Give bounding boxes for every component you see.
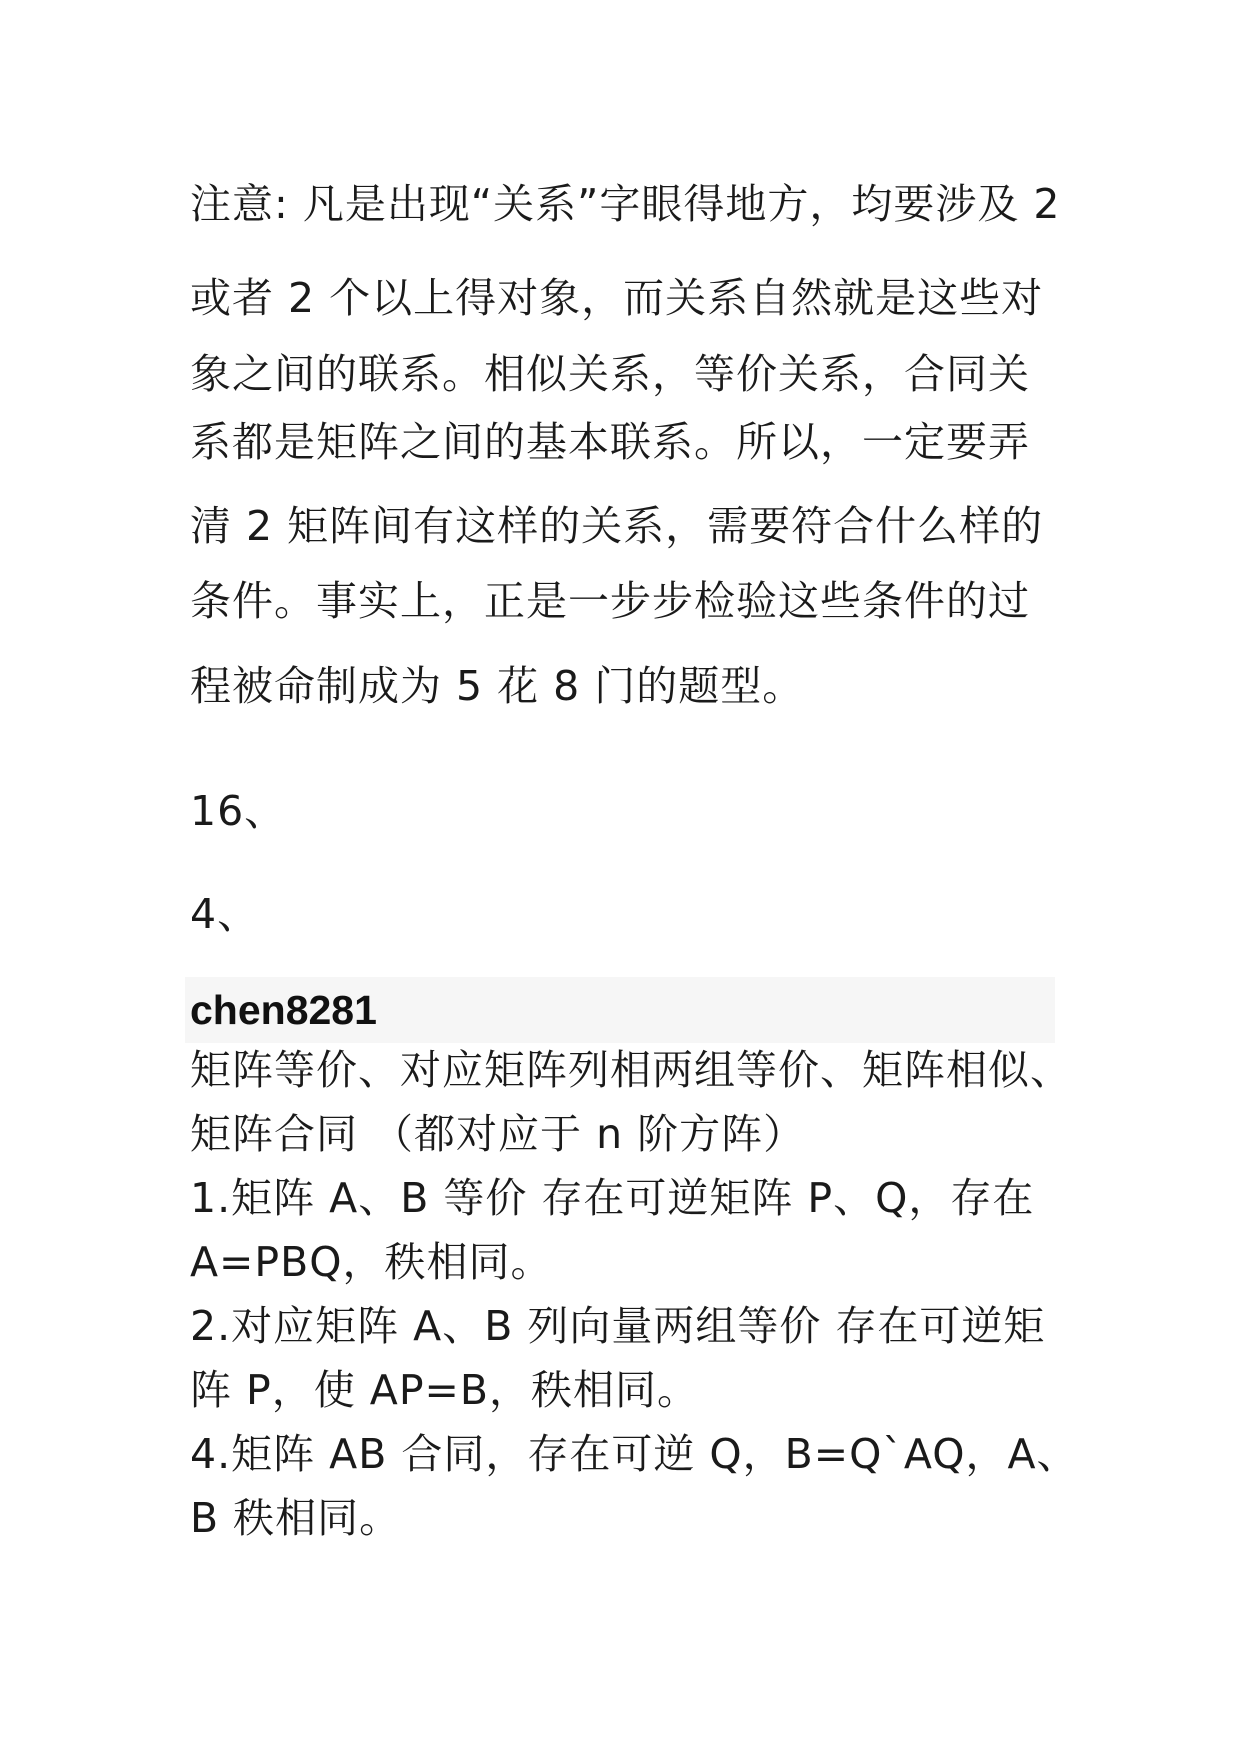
- post-line-4: A=PBQ，秩相同。: [190, 1238, 553, 1286]
- note-line-3: 象之间的联系。相似关系，等价关系，合同关: [190, 350, 1030, 398]
- username: chen8281: [190, 987, 377, 1033]
- note-line-4: 系都是矩阵之间的基本联系。所以，一定要弄: [190, 418, 1030, 466]
- note-line-7: 程被命制成为 5 花 8 门的题型。: [190, 662, 805, 710]
- item-number-16: 16、: [190, 787, 287, 835]
- item-number-4: 4、: [190, 890, 260, 938]
- note-line-2: 或者 2 个以上得对象，而关系自然就是这些对: [190, 274, 1044, 322]
- post-line-5: 2.对应矩阵 A、B 列向量两组等价 存在可逆矩: [190, 1302, 1046, 1350]
- post-line-8: B 秩相同。: [190, 1494, 402, 1542]
- note-line-5: 清 2 矩阵间有这样的关系，需要符合什么样的: [190, 502, 1044, 550]
- post-line-7: 4.矩阵 AB 合同，存在可逆 Q，B=Q`AQ，A、: [190, 1430, 1079, 1478]
- post-line-1: 矩阵等价、对应矩阵列相两组等价、矩阵相似、: [190, 1046, 1072, 1094]
- post-line-3: 1.矩阵 A、B 等价 存在可逆矩阵 P、Q，存在: [190, 1174, 1035, 1222]
- note-line-1: 注意: 凡是出现“关系”字眼得地方，均要涉及 2: [190, 180, 1061, 228]
- post-line-2: 矩阵合同 （都对应于 n 阶方阵）: [190, 1110, 806, 1158]
- note-line-6: 条件。事实上，正是一步步检验这些条件的过: [190, 577, 1030, 625]
- post-line-6: 阵 P，使 AP=B，秩相同。: [190, 1366, 700, 1414]
